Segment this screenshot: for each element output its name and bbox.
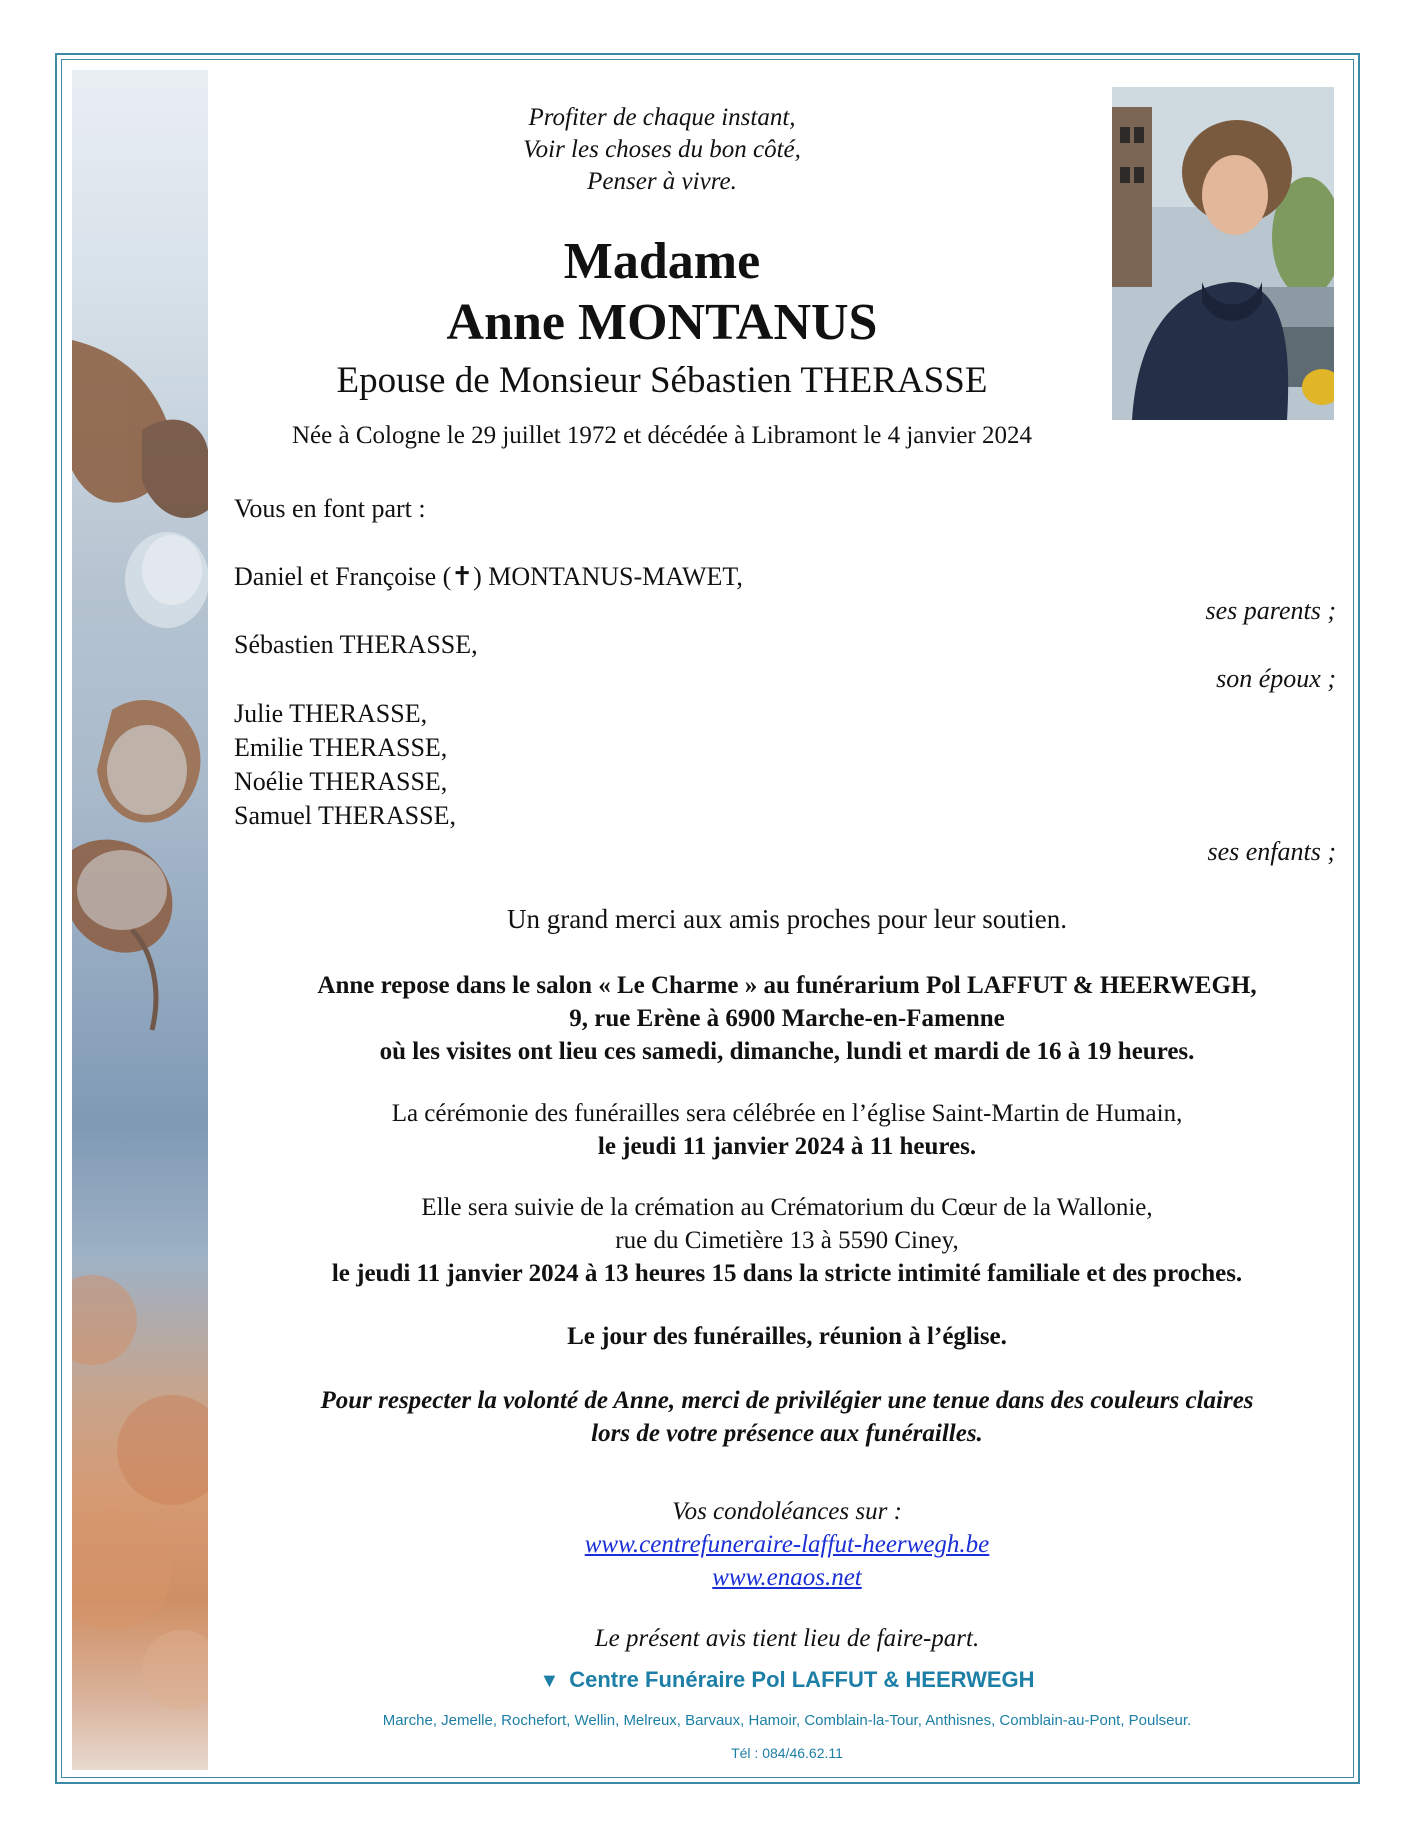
- ceremony-info: [212, 1097, 1362, 1163]
- family-child: Julie THERASSE,: [234, 699, 428, 728]
- family-role-parents: ses parents ;: [1205, 596, 1336, 625]
- repose-line: Anne repose dans le salon « Le Charme » au funérarium Pol LAFFUT & HEERWEGH,: [317, 972, 1257, 999]
- condolences-label: Vos condoléances sur :: [672, 1498, 902, 1525]
- repose-info: [212, 969, 1362, 1068]
- dress-line: Pour respecter la volonté de Anne, merci de privilégier une tenue dans des couleurs claires: [320, 1387, 1254, 1414]
- cremation-info: [212, 1191, 1362, 1290]
- cremation-address: rue du Cimetière 13 à 5590 Ciney,: [615, 1227, 959, 1254]
- ceremony-line: La cérémonie des funérailles sera célébrée en l’église Saint-Martin de Humain,: [391, 1100, 1183, 1127]
- family-child: Noélie THERASSE,: [234, 767, 448, 796]
- quote-line: Penser à vivre.: [587, 168, 737, 195]
- family-parents: Daniel et Françoise (✝) MONTANUS-MAWET,: [234, 562, 743, 591]
- funeral-home-brand: [212, 1667, 1362, 1693]
- spouse-line: Epouse de Monsieur Sébastien THERASSE: [336, 360, 988, 401]
- thanks-line: Un grand merci aux amis proches pour leur soutien.: [506, 904, 1068, 934]
- honorific-title: Madame: [563, 233, 761, 290]
- family-role-spouse: son époux ;: [1216, 664, 1336, 693]
- condolences-link-enaos[interactable]: www.enaos.net: [712, 1564, 862, 1591]
- cremation-line: Elle sera suivie de la crémation au Crématorium du Cœur de la Wallonie,: [421, 1194, 1153, 1221]
- triangle-down-icon: ▼: [539, 1670, 560, 1692]
- family-child: Emilie THERASSE,: [234, 733, 448, 762]
- brand-name: Centre Funéraire Pol LAFFUT & HEERWEGH: [569, 1667, 1035, 1692]
- quote-line: Voir les choses du bon côté,: [523, 136, 801, 163]
- dress-line: lors de votre présence aux funérailles.: [591, 1420, 983, 1447]
- notice-line: Le présent avis tient lieu de faire-part.: [594, 1625, 980, 1652]
- repose-line: où les visites ont lieu ces samedi, dimanche, lundi et mardi de 16 à 19 heures.: [379, 1038, 1195, 1065]
- phone-number: Tél : 084/46.62.11: [731, 1745, 843, 1761]
- meeting-line: Le jour des funérailles, réunion à l’église.: [567, 1323, 1007, 1350]
- birth-death-line: Née à Cologne le 29 juillet 1972 et décédée à Libramont le 4 janvier 2024: [291, 422, 1033, 449]
- deceased-name: Anne MONTANUS: [446, 294, 878, 351]
- dress-request: [212, 1384, 1362, 1450]
- condolences-section: [212, 1495, 1362, 1594]
- family-spouse: Sébastien THERASSE,: [234, 630, 478, 659]
- repose-line: 9, rue Erène à 6900 Marche-en-Famenne: [569, 1005, 1005, 1032]
- portrait-photo: [1112, 87, 1334, 420]
- announcement-intro: Vous en font part :: [234, 494, 426, 523]
- branch-towns: Marche, Jemelle, Rochefort, Wellin, Melreux, Barvaux, Hamoir, Comblain-la-Tour, Anthisnes, Comblain-au-Pont, Poulseur.: [382, 1712, 1192, 1729]
- family-child: Samuel THERASSE,: [234, 801, 456, 830]
- quote-line: Profiter de chaque instant,: [528, 104, 796, 131]
- condolences-link-laffut[interactable]: www.centrefuneraire-laffut-heerwegh.be: [584, 1531, 990, 1558]
- ceremony-date: le jeudi 11 janvier 2024 à 11 heures.: [597, 1133, 977, 1160]
- epigraph-quote: [212, 102, 1112, 198]
- cremation-date: le jeudi 11 janvier 2024 à 13 heures 15 dans la stricte intimité familiale et des proches.: [331, 1260, 1243, 1287]
- family-role-children: ses enfants ;: [1207, 837, 1336, 866]
- decorative-photo-strip: [72, 70, 208, 1770]
